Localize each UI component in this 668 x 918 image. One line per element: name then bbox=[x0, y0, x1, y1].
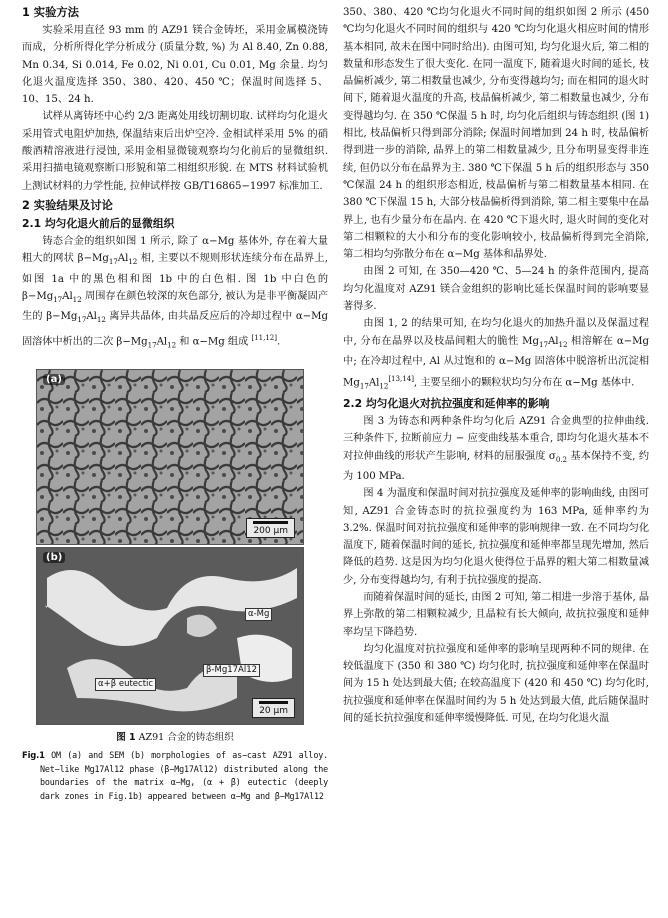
figure-1a-micrograph bbox=[36, 369, 304, 545]
figure-1b-scale-bar: 20 μm bbox=[252, 698, 295, 718]
subsection-2-2-title: 2.2 均匀化退火对抗拉强度和延伸率的影响 bbox=[343, 396, 550, 410]
section-2-1-paragraph: 铸态合金的组织如图 1 所示, 除了 α−Mg 基体外, 存在着大量粗大的网状 $\beta-Mg_{17}Al_{12}$ 相, 主要以不规则形状连续分布在晶界上, 如图 1a 中的黑色相和图 1b 中的白色相. 图 1b 中白色的 $\beta-Mg_{17}Al_{12}$ 周围存在颜色较深的灰色部分, 被认为是非平衡凝固产生的 $\beta-Mg_{17}Al_{12}$ 离异共晶体, 由共晶反应后的冷却过程中 α−Mg 固溶体中析出的二次 $\beta-Mg_{17}Al_{12}$ 和 α−Mg 组成 [11,12]. bbox=[22, 235, 328, 349]
beta-phase-annotation: β-Mg17Al12 bbox=[203, 664, 260, 677]
eutectic-annotation: α+β eutectic bbox=[95, 678, 156, 691]
section-1-title: 1 实验方法 bbox=[22, 6, 79, 19]
figure-1b-sem bbox=[36, 547, 304, 725]
left-column bbox=[22, 4, 328, 804]
figure-1a-label: (a) bbox=[43, 374, 65, 385]
right-paragraph-3: 由图 1, 2 的结果可知, 在均匀化退火的加热升温以及保温过程中, 分布在晶界以及枝晶间粗大的脆性 $Mg_{17}Al_{12}$ 相溶解在 α−Mg 中; 在冷却过程中, Al 从过饱和的 α−Mg 固溶体中脱溶析出沉淀相 $Mg_{17}Al_{12}[13,14]$, 主要呈细小的颗粒状均匀分布在 α−Mg 基体中. bbox=[343, 318, 649, 391]
right-paragraph-6: 而随着保温时间的延长, 由图 2 可知, 第二相进一步溶于基体, 晶界上弥散的第二相颗粒减少, 且晶粒有长大倾向, 故抗拉强度和延伸率均呈下降趋势. bbox=[343, 591, 649, 638]
alpha-mg-annotation: α-Mg bbox=[245, 608, 272, 621]
section-1-paragraph-2: 试样从离铸坯中心约 2/3 距离处用线切割切取. 试样均匀化退火采用管式电阻炉加热, 保温结束后出炉空冷. 金相试样采用 5% 的硝酸酒精溶液进行浸蚀, 采用金相显微镜观察均匀化前后的显微组织. 采用扫描电镜观察断口形貌和第二相组织形貌. 在 MTS 材料试验机上测试材料的力学性能, 拉伸试样按 GB/T16865−1997 标准加工. bbox=[22, 111, 328, 192]
right-paragraph-7: 均匀化温度对抗拉强度和延伸率的影响呈现两种不同的规律. 在较低温度下 (350 和 380 ℃) 均匀化时, 抗拉强度和延伸率在保温时间为 15 h 处达到最大值; 在较高温度下 (420 和 450 ℃) 均匀化时, 抗拉强度和延伸率在保温时间约为 5 h 处达到最大值, 此后随保温时间的延长抗拉强度和延伸率缓慢降低. 可见, 在均匀化退火温 bbox=[343, 643, 649, 725]
figure-1-caption-en: Fig.1 OM (a) and SEM (b) morphologies of as−cast AZ91 alloy. Net−like Mg17Al12 phase (β−Mg17Al12) distributed along the boundaries of the matrix α−Mg, (α + β) eutectic (deeply dark zones in Fig.1b) appeared between α−Mg and β−Mg17Al12 bbox=[22, 750, 328, 802]
right-paragraph-5: 图 4 为温度和保温时间对抗拉强度及延伸率的影响曲线, 由图可知, AZ91 合金铸态时的抗拉强度约为 163 MPa, 延伸率约为 3.2%. 保温时间对抗拉强度和延伸率的影响规律一致. 在不同均匀化温度下, 随着保温时间的延长, 抗拉强度和延伸率都呈现先增加, 然后降低的趋势. 这是因为均匀化退火使得位于晶界的粗大第二相数量减少, 分布变得越均匀, 有利于抗拉强度的提高. bbox=[343, 488, 649, 586]
right-column bbox=[343, 4, 649, 727]
figure-1b-label: (b) bbox=[43, 552, 65, 563]
right-paragraph-1: 350、380、420 ℃均匀化退火不同时间的组织如图 2 所示 (450 ℃均匀化退火不同时间的组织与 420 ℃均匀化退火相应时间的情形基本相同, 故未在图中同时给出). 由图可知, 均匀化退火后, 第二相的数量和形态发生了很大变化. 在同一温度下, 随着退火时间的延长, 枝晶偏析减少, 第二相数量也减少, 分布变得越均匀; 而在相同的退火时间下, 随着退火温度的升高, 枝晶偏析减少, 第二相数量也减少, 分布变得越均匀. 在 350 ℃保温 5 h 时, 均匀化后组织与铸态组织 (图 1) 相比, 枝晶偏析只得到部分消除; 保温时间增加到 24 h 时, 枝晶偏析得到进一步的消除, 晶界上的第二相数量减少, 且分布明显变得非连续, 但仍以分布在晶界为主. 380 ℃下保温 5 h 后的组织形态与 350 ℃保温 24 h 的组织形态相近, 枝晶偏析与第二相数量基本相同. 在 380 ℃下保温 15 h, 大部分枝晶偏析得到消除, 第二相主要集中在晶界上, 也有少量分布在晶内. 在 420 ℃下退火时, 退火时间的变化对第二相颗粒的大小和分布的变化影响较小, 枝晶偏析得到完全消除, 第二相均匀弥散分布在 α−Mg 基体和晶界处. bbox=[343, 7, 649, 261]
section-2-title: 2 实验结果及讨论 bbox=[22, 198, 113, 212]
subsection-2-1-title: 2.1 均匀化退火前后的显微组织 bbox=[22, 216, 175, 230]
figure-1a-scale-bar: 200 μm bbox=[246, 518, 295, 538]
section-1-paragraph-1: 实验采用直径 93 mm 的 AZ91 镁合金铸坯，采用金属模浇铸而成，分析所得化学分析成分 (质量分数, %) 为 Al 8.40, Zn 0.88, Mn 0.34, Si 0.014, Fe 0.02, Ni 0.01, Cu 0.01, Mg 余量. 均匀化退火温度选择 350、380、420、450 ℃；保温时间选择 5、10、15、24 h. bbox=[22, 25, 328, 106]
right-paragraph-4: 图 3 为铸态和两种条件均匀化后 AZ91 合金典型的拉伸曲线. 三种条件下, 拉断前应力 − 应变曲线基本重合, 即均匀化退火基本不对拉伸曲线的形状产生影响, 材料的屈服强度 $\sigma_{0.2}$ 基本保持不变, 约为 100 MPa. bbox=[343, 415, 649, 482]
figure-1-caption-cn: 图 1 AZ91 合金的铸态组织 bbox=[116, 732, 234, 744]
right-paragraph-2: 由图 2 可知, 在 350—420 ℃、5—24 h 的条件范围内, 提高均匀化温度对 AZ91 镁合金组织的影响比延长保温时间的影响要显著得多. bbox=[343, 266, 649, 313]
